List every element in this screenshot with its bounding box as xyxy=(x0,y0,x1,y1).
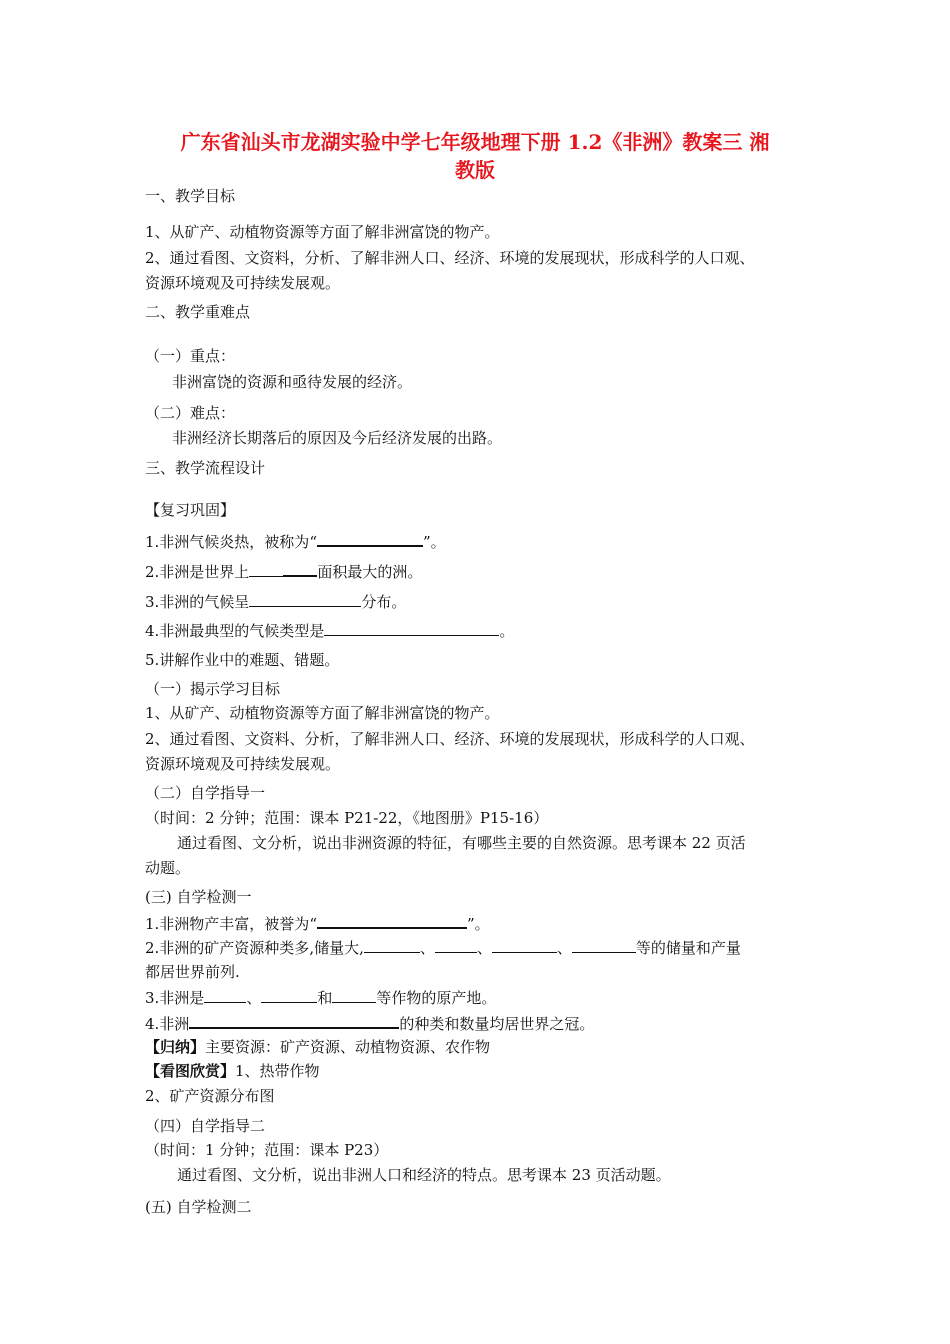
answer-blank xyxy=(435,937,477,953)
learning-goal-2-line-1: 2、通过看图、文资料、分析，了解非洲人口、经济、环境的发展现状，形成科学的人口观、 xyxy=(145,730,755,748)
picture-appreciation-text: 1、热带作物 xyxy=(235,1062,320,1080)
part-1-heading: （一）揭示学习目标 xyxy=(145,680,281,698)
part-5-heading: (五) 自学检测二 xyxy=(145,1198,252,1216)
part-3-heading: (三) 自学检测一 xyxy=(145,888,252,906)
answer-blank xyxy=(204,987,246,1003)
answer-blank xyxy=(249,561,283,577)
summary-label: 【归纳】 xyxy=(145,1038,206,1056)
answer-blank xyxy=(324,620,499,636)
answer-blank xyxy=(317,530,423,547)
review-question-5: 5.讲解作业中的难题、错题。 xyxy=(145,651,340,669)
review-question-3: 3.非洲的气候呈 分布。 xyxy=(145,593,407,611)
key-point-text: 非洲富饶的资源和亟待发展的经济。 xyxy=(172,373,413,391)
review-question-4: 4.非洲最典型的气候类型是 。 xyxy=(145,622,515,640)
part-4-heading: （四）自学指导二 xyxy=(145,1117,266,1135)
answer-blank xyxy=(317,912,467,929)
section-3-heading: 三、教学流程设计 xyxy=(145,459,266,477)
objective-1: 1、从矿产、动植物资源等方面了解非洲富饶的物产。 xyxy=(145,223,500,241)
picture-appreciation-label: 【看图欣赏】 xyxy=(145,1062,236,1080)
answer-blank xyxy=(283,560,317,577)
difficult-point-label: （二）难点： xyxy=(145,404,236,422)
objective-2-line-1: 2、通过看图、文资料，分析、了解非洲人口、经济、环境的发展现状，形成科学的人口观、 xyxy=(145,249,755,267)
check-question-4: 4.非洲 的种类和数量均居世界之冠。 xyxy=(145,1012,594,1034)
check-question-1: 1.非洲物产丰富，被誉为“ ”。 xyxy=(145,912,490,934)
key-point-label: （一）重点： xyxy=(145,347,236,365)
check-question-2-line-2: 都居世界前列. xyxy=(145,963,240,981)
answer-blank xyxy=(249,591,361,607)
part-2-instruction-line-2: 动题。 xyxy=(145,859,191,877)
check-question-2-line-1: 2.非洲的矿产资源种类多,储量大, 、 、 、 等的储量和产量 xyxy=(145,939,741,957)
difficult-point-text: 非洲经济长期落后的原因及今后经济发展的出路。 xyxy=(172,429,503,447)
summary-text: 主要资源：矿产资源、动植物资源、农作物 xyxy=(205,1038,491,1056)
learning-goal-1: 1、从矿产、动植物资源等方面了解非洲富饶的物产。 xyxy=(145,704,500,722)
learning-goal-2-line-2: 资源环境观及可持续发展观。 xyxy=(145,755,341,773)
review-question-1: 1.非洲气候炎热，被称为“ ”。 xyxy=(145,530,446,552)
answer-blank xyxy=(261,987,317,1003)
answer-blank xyxy=(189,1012,399,1029)
section-1-heading: 一、教学目标 xyxy=(145,187,236,205)
check-question-3: 3.非洲是 、 和 等作物的原产地。 xyxy=(145,989,497,1007)
document-title xyxy=(120,128,830,184)
section-2-heading: 二、教学重难点 xyxy=(145,303,251,321)
part-2-time: （时间：2 分钟；范围：课本 P21-22，《地图册》P15-16） xyxy=(145,809,549,827)
title-line-1: 广东省汕头市龙湖实验中学七年级地理下册 1.2《非洲》教案三 湘 xyxy=(180,130,770,154)
answer-blank xyxy=(572,937,636,953)
part-4-instruction: 通过看图、文分析，说出非洲人口和经济的特点。思考课本 23 页活动题。 xyxy=(177,1166,671,1184)
answer-blank xyxy=(364,937,420,953)
objective-2-line-2: 资源环境观及可持续发展观。 xyxy=(145,274,341,292)
answer-blank xyxy=(332,987,376,1003)
answer-blank xyxy=(492,937,557,953)
review-question-2: 2.非洲是世界上 面积最大的洲。 xyxy=(145,560,422,582)
summary-line xyxy=(145,1037,490,1057)
title-line-2: 教版 xyxy=(455,158,495,182)
part-4-time: （时间：1 分钟；范围：课本 P23） xyxy=(145,1141,389,1159)
picture-appreciation-line xyxy=(145,1061,320,1081)
review-heading: 【复习巩固】 xyxy=(145,501,236,519)
picture-appreciation-item-2: 2、矿产资源分布图 xyxy=(145,1087,275,1105)
part-2-heading: （二）自学指导一 xyxy=(145,784,266,802)
part-2-instruction-line-1: 通过看图、文分析，说出非洲资源的特征，有哪些主要的自然资源。思考课本 22 页活 xyxy=(177,834,746,852)
